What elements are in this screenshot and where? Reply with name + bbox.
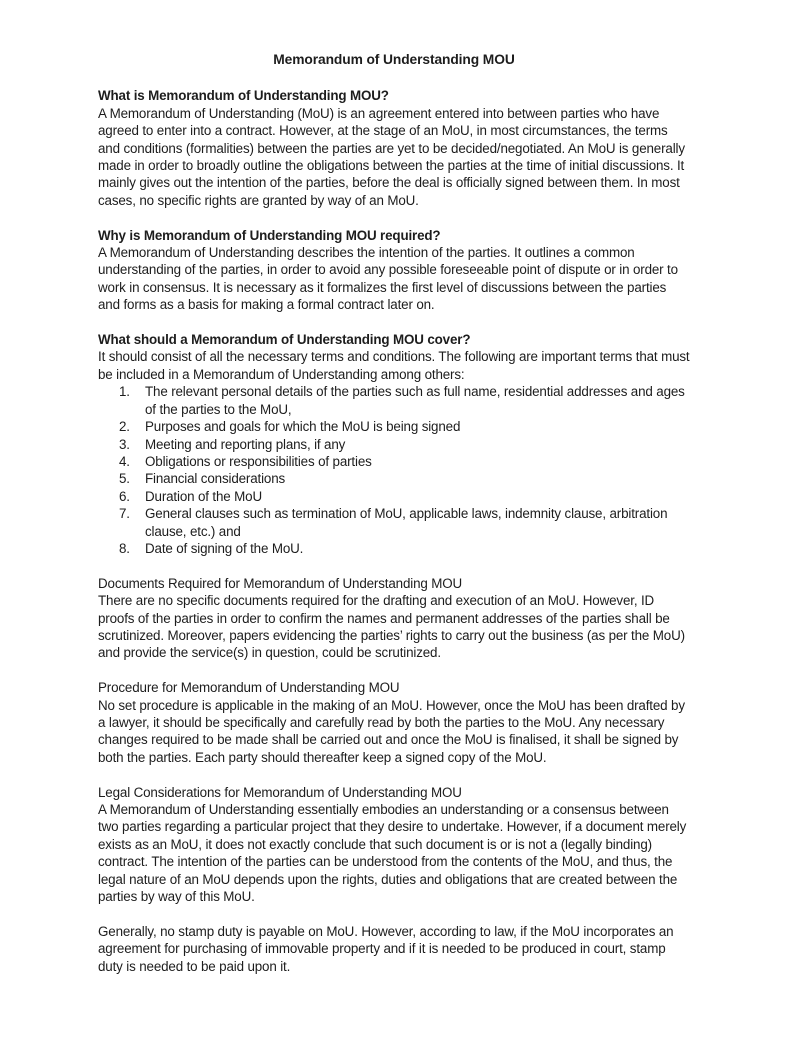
section-body	[98, 592, 690, 662]
list-item-number: 8.	[119, 540, 130, 556]
list-item-text: General clauses such as termination of MoU, applicable laws, indemnity clause, arbitration clause, etc.) and	[145, 506, 668, 539]
section-heading: Documents Required for Memorandum of Understanding MOU	[98, 575, 463, 591]
list-item	[98, 453, 690, 470]
section	[98, 227, 690, 314]
list-item-number: 3.	[119, 436, 130, 452]
list-item	[98, 418, 690, 435]
section-heading: Why is Memorandum of Understanding MOU required?	[98, 227, 441, 243]
paragraph: A Memorandum of Understanding describes the intention of the parties. It outlines a common understanding of the parties, in order to avoid any possible foreseeable point of dispute or in order to work in consensus. It is necessary as it formalizes the first level of discussions between the parties and forms as a basis for making a formal contract later on.	[98, 245, 678, 313]
list-item-number: 2.	[119, 419, 130, 435]
list-item-text: Date of signing of the MoU.	[145, 540, 304, 556]
paragraph: It should consist of all the necessary terms and conditions. The following are important terms that must be included in a Memorandum of Understanding among others:	[98, 349, 690, 382]
section	[98, 784, 690, 975]
list-item-number: 4.	[119, 453, 130, 469]
list-item-number: 6.	[119, 488, 130, 504]
list-item-text: Meeting and reporting plans, if any	[145, 436, 346, 452]
list-item-text: The relevant personal details of the parties such as full name, residential addresses and ages of the parties to the MoU,	[145, 384, 685, 417]
section-body	[98, 697, 690, 767]
section	[98, 575, 690, 662]
numbered-list	[98, 383, 690, 557]
list-item-number: 5.	[119, 471, 130, 487]
section-body	[98, 105, 690, 209]
section-body	[98, 348, 690, 557]
list-item-text: Duration of the MoU	[145, 488, 262, 504]
list-item	[98, 540, 690, 557]
list-item-text: Financial considerations	[145, 471, 286, 487]
list-item	[98, 505, 690, 540]
section	[98, 87, 690, 209]
paragraph: A Memorandum of Understanding essentially embodies an understanding or a consensus between two parties regarding a particular project that they desire to undertake. However, if a document merely exists as an MoU, it does not exactly conclude that such document is or is not a (legally binding) contract. The intention of the parties can be understood from the contents of the MoU, and thus, the legal nature of an MoU depends upon the rights, duties and obligations that are created between the parties by way of this MoU.	[98, 801, 687, 905]
list-item	[98, 488, 690, 505]
section-heading: What is Memorandum of Understanding MOU?	[98, 88, 389, 104]
list-item-text: Obligations or responsibilities of parties	[145, 453, 372, 469]
paragraph: A Memorandum of Understanding (MoU) is an agreement entered into between parties who have agreed to enter into a contract. However, at the stage of an MoU, in most circumstances, the terms and conditions (formalities) between the parties are yet to be decided/negotiated. An MoU is generally made in order to broadly outline the obligations between the parties at the time of initial discussions. It mainly gives out the intention of the parties, before the deal is officially signed between them. In most cases, no specific rights are granted by way of an MoU.	[98, 105, 685, 208]
section-body	[98, 244, 690, 314]
section-body	[98, 801, 690, 975]
section-heading: Procedure for Memorandum of Understanding MOU	[98, 680, 400, 696]
paragraph: There are no specific documents required for the drafting and execution of an MoU. However, ID proofs of the parties in order to confirm the names and permanent addresses of the parties shall be scrutinized. Moreover, papers evidencing the parties’ rights to carry out the business (as per the MoU) and provide the service(s) in question, could be scrutinized.	[98, 593, 685, 661]
list-item	[98, 383, 690, 418]
list-item-text: Purposes and goals for which the MoU is being signed	[145, 419, 461, 435]
paragraph: No set procedure is applicable in the making of an MoU. However, once the MoU has been drafted by a lawyer, it should be specifically and carefully read by both the parties to the MoU. Any necessary changes required to be made shall be carried out and once the MoU is finalised, it shall be signed by both the parties. Each party should thereafter keep a signed copy of the MoU.	[98, 697, 685, 765]
list-item	[98, 436, 690, 453]
section-heading: Legal Considerations for Memorandum of Understanding MOU	[98, 784, 462, 800]
list-item-number: 1.	[119, 384, 130, 400]
section-heading: What should a Memorandum of Understanding MOU cover?	[98, 332, 471, 348]
document-title: Memorandum of Understanding MOU	[273, 52, 515, 67]
section	[98, 679, 690, 766]
list-item	[98, 470, 690, 487]
section	[98, 331, 690, 557]
paragraph: Generally, no stamp duty is payable on MoU. However, according to law, if the MoU incorporates an agreement for purchasing of immovable property and if it is needed to be produced in court, stamp duty is needed to be paid upon it.	[98, 923, 674, 974]
list-item-number: 7.	[119, 506, 130, 522]
sections	[98, 87, 690, 975]
